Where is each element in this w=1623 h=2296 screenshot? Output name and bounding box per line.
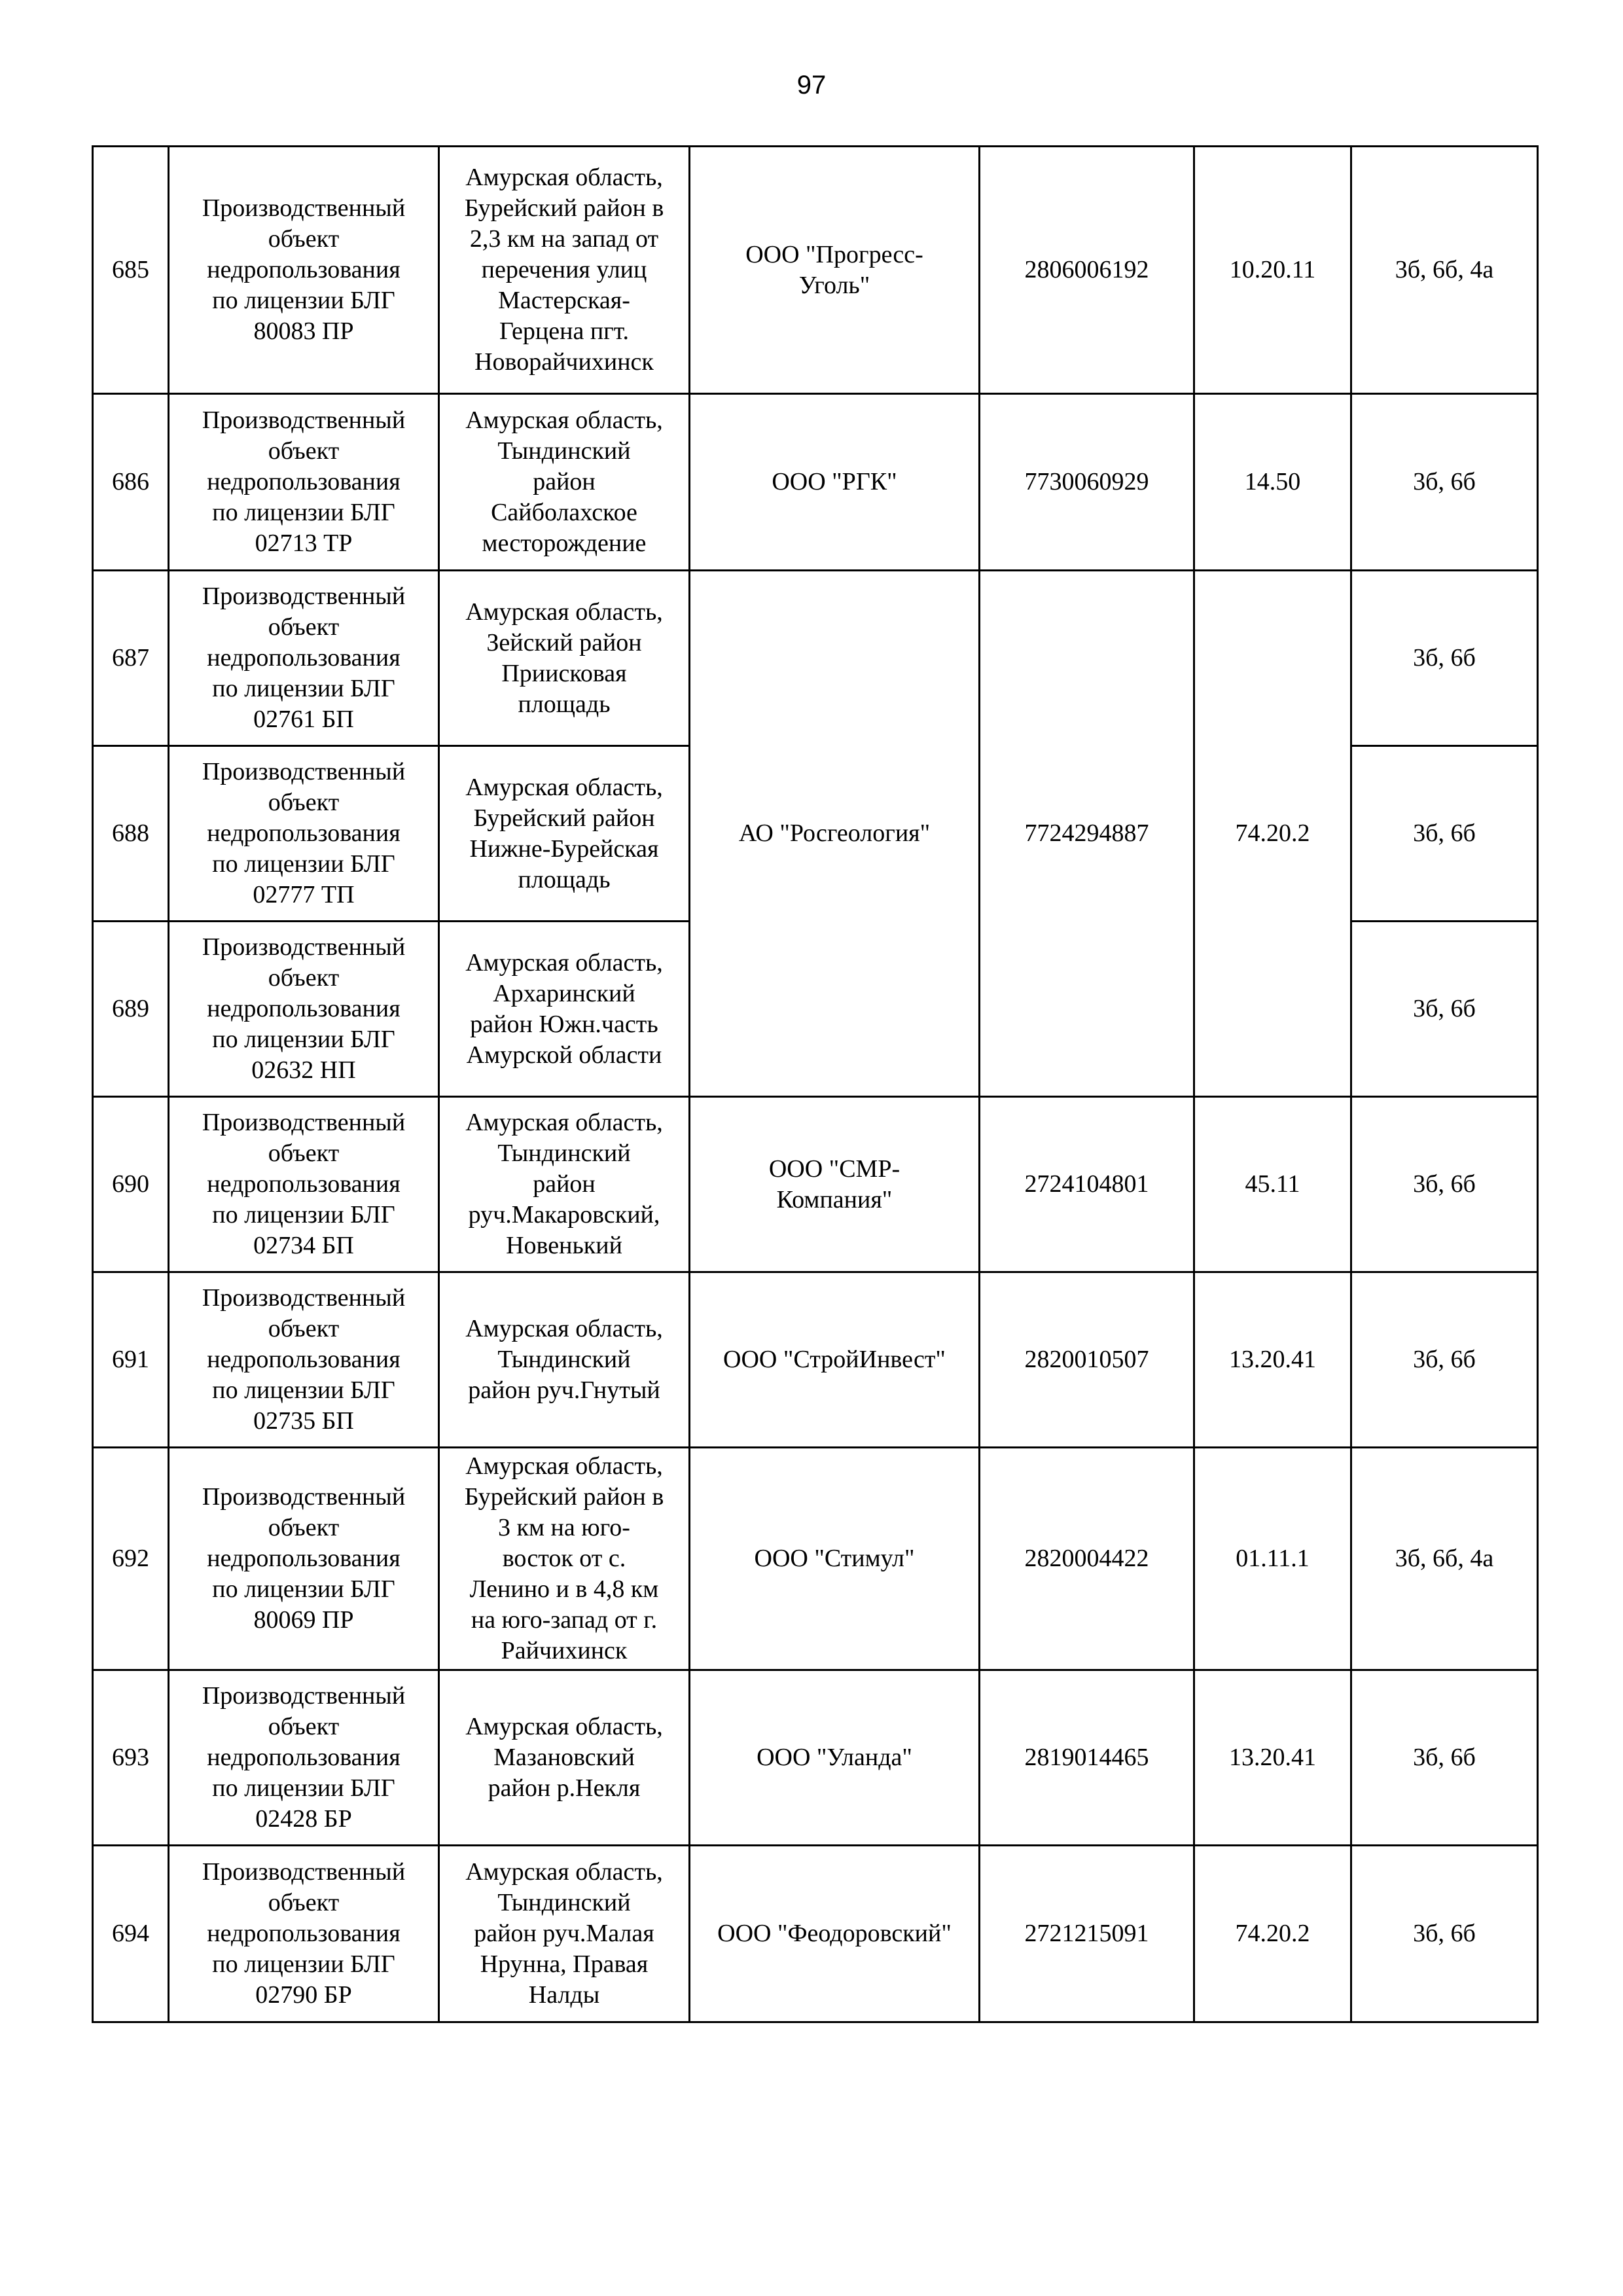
- inn: 2819014465: [980, 1670, 1194, 1846]
- organization: ООО "РГК": [690, 394, 980, 571]
- table-row: [93, 147, 1538, 394]
- object-location: Амурская область, Тындинский район руч.Гнутый: [439, 1272, 690, 1448]
- okved-code: 01.11.1: [1194, 1448, 1351, 1670]
- row-number: 689: [93, 922, 169, 1097]
- inn: 7730060929: [980, 394, 1194, 571]
- hazard-class: 3б, 6б: [1351, 394, 1538, 571]
- organization: ООО "Прогресс- Уголь": [690, 147, 980, 394]
- organization: ООО "СтройИнвест": [690, 1272, 980, 1448]
- object-name: Производственный объект недропользования по лицензии БЛГ 02790 БР: [169, 1846, 439, 2022]
- inn: 2820004422: [980, 1448, 1194, 1670]
- hazard-class: 3б, 6б: [1351, 1846, 1538, 2022]
- okved-code: 10.20.11: [1194, 147, 1351, 394]
- hazard-class: 3б, 6б, 4а: [1351, 147, 1538, 394]
- row-number: 693: [93, 1670, 169, 1846]
- object-name: Производственный объект недропользования по лицензии БЛГ 02734 БП: [169, 1097, 439, 1272]
- organization: ООО "СМР- Компания": [690, 1097, 980, 1272]
- object-location: Амурская область, Тындинский район руч.Малая Нрунна, Правая Налды: [439, 1846, 690, 2022]
- okved-code: 13.20.41: [1194, 1272, 1351, 1448]
- okved-code: 74.20.2: [1194, 1846, 1351, 2022]
- object-location: Амурская область, Мазановский район р.Некля: [439, 1670, 690, 1846]
- organization: ООО "Феодоровский": [690, 1846, 980, 2022]
- registry-table: [92, 145, 1539, 2023]
- table-row: [93, 1670, 1538, 1846]
- row-number: 685: [93, 147, 169, 394]
- object-location: Амурская область, Тындинский район Сайболахское месторождение: [439, 394, 690, 571]
- inn: 2721215091: [980, 1846, 1194, 2022]
- row-number: 694: [93, 1846, 169, 2022]
- object-location: Амурская область, Зейский район Приисковая площадь: [439, 571, 690, 746]
- okved-code: 74.20.2: [1194, 571, 1351, 1097]
- table-row: [93, 1448, 1538, 1670]
- object-location: Амурская область, Бурейский район в 2,3 км на запад от перечения улиц Мастерская- Герцена пгт. Новорайчихинск: [439, 147, 690, 394]
- hazard-class: 3б, 6б, 4а: [1351, 1448, 1538, 1670]
- row-number: 691: [93, 1272, 169, 1448]
- organization: ООО "Уланда": [690, 1670, 980, 1846]
- object-name: Производственный объект недропользования по лицензии БЛГ 02735 БП: [169, 1272, 439, 1448]
- table-row: [93, 571, 1538, 746]
- object-name: Производственный объект недропользования по лицензии БЛГ 02777 ТП: [169, 746, 439, 922]
- hazard-class: 3б, 6б: [1351, 746, 1538, 922]
- object-location: Амурская область, Бурейский район Нижне-Бурейская площадь: [439, 746, 690, 922]
- okved-code: 14.50: [1194, 394, 1351, 571]
- table-row: [93, 1097, 1538, 1272]
- object-name: Производственный объект недропользования по лицензии БЛГ 80083 ПР: [169, 147, 439, 394]
- hazard-class: 3б, 6б: [1351, 1272, 1538, 1448]
- table-row: [93, 394, 1538, 571]
- object-location: Амурская область, Бурейский район в 3 км на юго- восток от с. Ленино и в 4,8 км на юго-запад от г. Райчихинск: [439, 1448, 690, 1670]
- hazard-class: 3б, 6б: [1351, 571, 1538, 746]
- row-number: 688: [93, 746, 169, 922]
- object-location: Амурская область, Тындинский район руч.Макаровский, Новенький: [439, 1097, 690, 1272]
- row-number: 690: [93, 1097, 169, 1272]
- row-number: 692: [93, 1448, 169, 1670]
- row-number: 686: [93, 394, 169, 571]
- table-row: [93, 1272, 1538, 1448]
- table-row: [93, 1846, 1538, 2022]
- row-number: 687: [93, 571, 169, 746]
- object-name: Производственный объект недропользования по лицензии БЛГ 02428 БР: [169, 1670, 439, 1846]
- page-number: 97: [796, 71, 827, 99]
- inn: 2820010507: [980, 1272, 1194, 1448]
- okved-code: 13.20.41: [1194, 1670, 1351, 1846]
- object-name: Производственный объект недропользования по лицензии БЛГ 02632 НП: [169, 922, 439, 1097]
- inn: 7724294887: [980, 571, 1194, 1097]
- inn: 2724104801: [980, 1097, 1194, 1272]
- object-location: Амурская область, Архаринский район Южн.часть Амурской области: [439, 922, 690, 1097]
- hazard-class: 3б, 6б: [1351, 1670, 1538, 1846]
- object-name: Производственный объект недропользования по лицензии БЛГ 02713 ТР: [169, 394, 439, 571]
- organization: АО "Росгеология": [690, 571, 980, 1097]
- hazard-class: 3б, 6б: [1351, 1097, 1538, 1272]
- hazard-class: 3б, 6б: [1351, 922, 1538, 1097]
- organization: ООО "Стимул": [690, 1448, 980, 1670]
- inn: 2806006192: [980, 147, 1194, 394]
- object-name: Производственный объект недропользования по лицензии БЛГ 80069 ПР: [169, 1448, 439, 1670]
- object-name: Производственный объект недропользования по лицензии БЛГ 02761 БП: [169, 571, 439, 746]
- okved-code: 45.11: [1194, 1097, 1351, 1272]
